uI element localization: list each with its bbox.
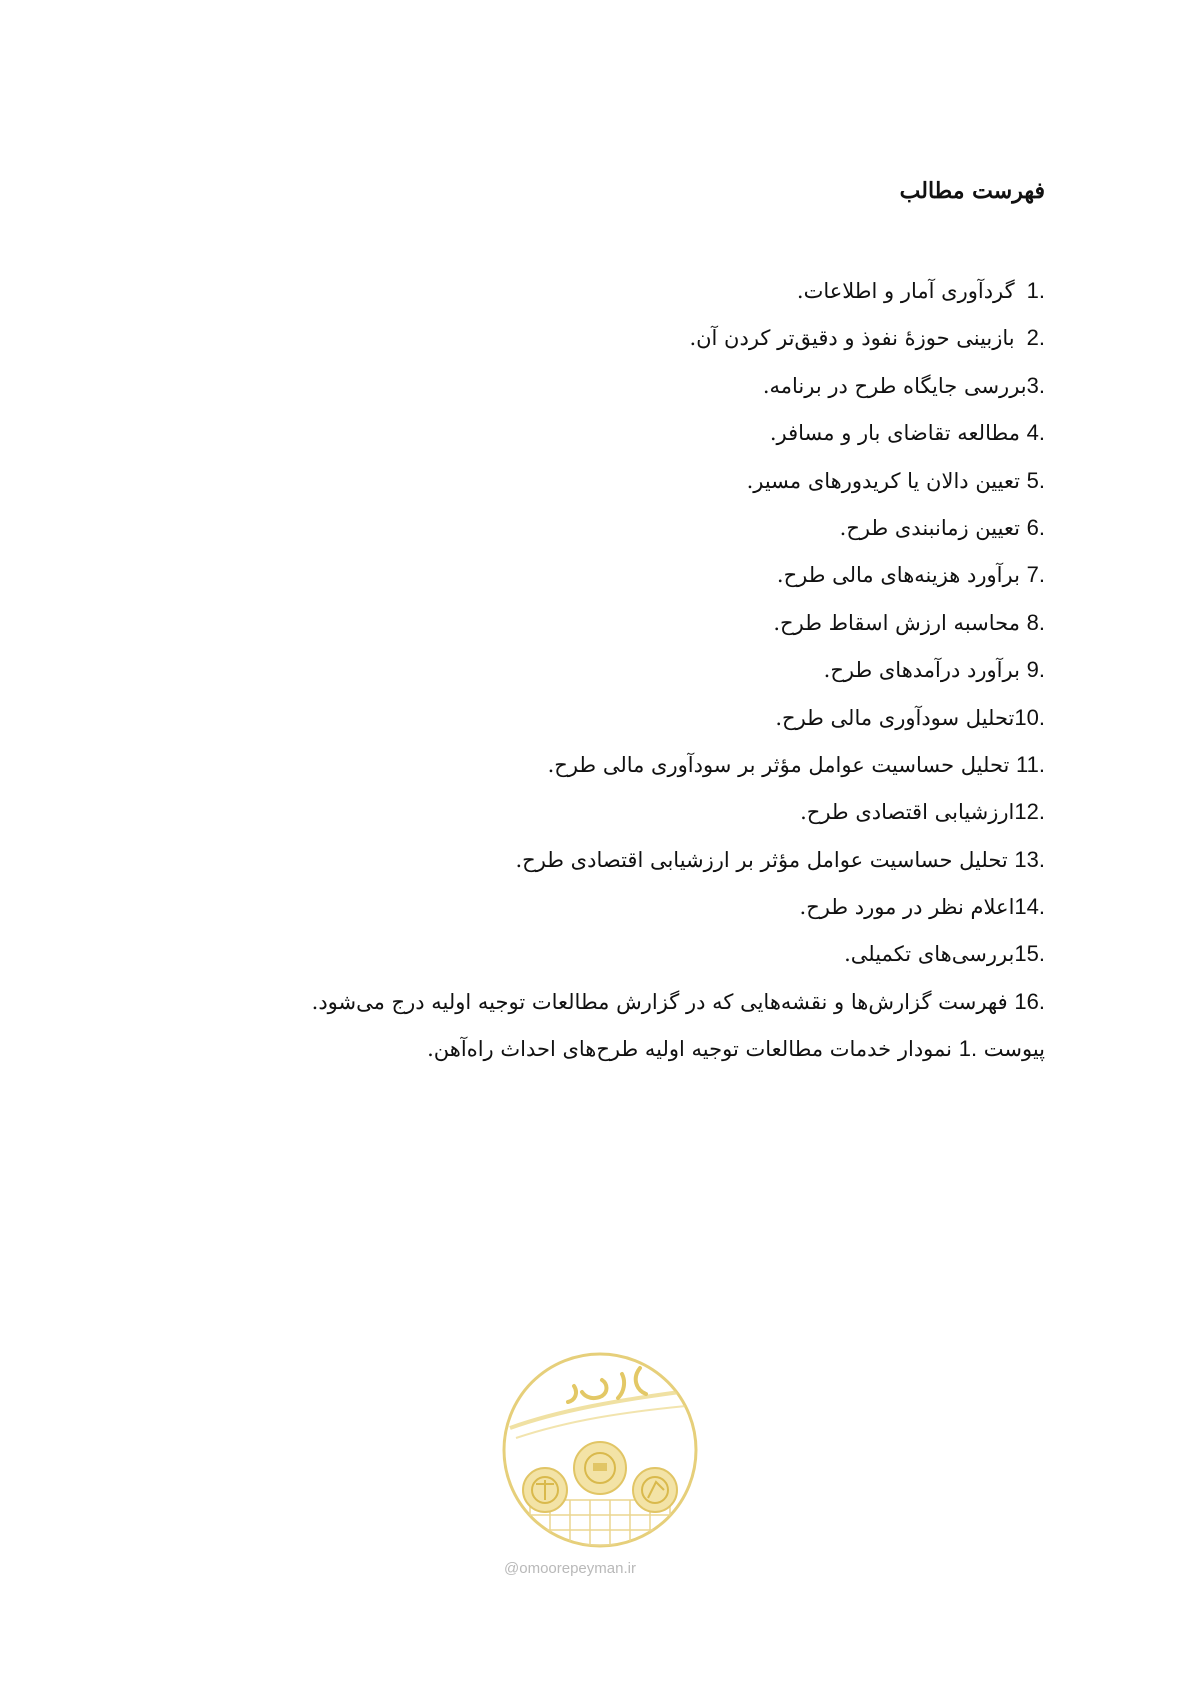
logo-seal-icon [490, 1350, 710, 1570]
toc-item-text: تعیین زمانبندی طرح. [839, 515, 1020, 540]
toc-item-text: برآورد هزینه‌های مالی طرح. [776, 563, 1020, 588]
toc-item-13 [312, 845, 1045, 892]
toc-title: فهرست مطالب [899, 178, 1045, 204]
toc-item-number: 10. [1014, 704, 1045, 730]
toc-item-number: 3. [1026, 372, 1045, 398]
toc-item-6 [312, 513, 1045, 560]
toc-item-text: تحلیل سودآوری مالی طرح. [775, 705, 1015, 730]
toc-item-10 [312, 703, 1045, 750]
toc-item-1 [312, 276, 1045, 323]
toc-item-number: 2. [1026, 325, 1045, 351]
toc-item-number: 4. [1026, 420, 1045, 446]
toc-item-text: برآورد درآمدهای طرح. [823, 658, 1020, 683]
toc-item-text: تعیین دالان یا کریدورهای مسیر. [746, 468, 1020, 493]
toc-item-5 [312, 466, 1045, 513]
toc-item-text: تحلیل حساسیت عوامل مؤثر بر ارزشیابی اقتصادی طرح. [515, 847, 1008, 872]
watermark-url: @omoorepeyman.ir [504, 1560, 636, 1577]
toc-item-16 [312, 987, 1045, 1034]
appendix-prefix: پیوست [983, 1037, 1045, 1062]
toc-item-number: 6. [1026, 514, 1045, 540]
toc-item-11 [312, 750, 1045, 797]
toc-item-text: تحلیل حساسیت عوامل مؤثر بر سودآوری مالی طرح. [547, 752, 1010, 777]
toc-item-text: مطالعه تقاضای بار و مسافر. [769, 421, 1020, 446]
toc-item-number: 11. [1016, 751, 1045, 777]
toc-item-2 [312, 323, 1045, 370]
toc-item-text: فهرست گزارش‌ها و نقشه‌هایی که در گزارش مطالعات توجیه اولیه درج می‌شود. [311, 989, 1008, 1014]
appendix-number: 1. [958, 1036, 978, 1062]
toc-item-number: 15. [1014, 941, 1045, 967]
toc-item-number: 16. [1014, 988, 1045, 1014]
toc-item-number: 14. [1014, 894, 1045, 920]
toc-item-text: بررسی جایگاه طرح در برنامه. [762, 373, 1027, 398]
toc-item-12 [312, 797, 1045, 844]
toc-appendix [312, 1034, 1045, 1074]
watermark-logo [490, 1350, 710, 1570]
toc-item-text: ارزشیابی اقتصادی طرح. [800, 800, 1015, 825]
toc-list [312, 276, 1045, 1074]
toc-item-number: 1. [1026, 278, 1045, 303]
toc-item-number: 13. [1014, 846, 1045, 872]
toc-item-number: 7. [1026, 562, 1045, 588]
toc-item-8 [312, 608, 1045, 655]
toc-item-9 [312, 655, 1045, 702]
toc-item-text: گردآوری آمار و اطلاعات. [796, 279, 1015, 303]
toc-item-14 [312, 892, 1045, 939]
toc-item-number: 5. [1026, 467, 1045, 493]
toc-item-number: 9. [1026, 657, 1045, 683]
toc-item-15 [312, 939, 1045, 986]
toc-item-3 [312, 371, 1045, 418]
toc-item-7 [312, 560, 1045, 607]
toc-item-text: بررسی‌های تکمیلی. [844, 942, 1015, 967]
toc-item-text: بازبینی حوزۀ نفوذ و دقیق‌تر کردن آن. [689, 326, 1015, 351]
appendix-text: نمودار خدمات مطالعات توجیه اولیه طرح‌های احداث راه‌آهن. [427, 1037, 953, 1062]
toc-item-number: 12. [1014, 799, 1045, 825]
toc-item-text: اعلام نظر در مورد طرح. [799, 895, 1015, 920]
toc-item-number: 8. [1026, 609, 1045, 635]
toc-item-4 [312, 418, 1045, 465]
toc-item-text: محاسبه ارزش اسقاط طرح. [773, 610, 1020, 635]
